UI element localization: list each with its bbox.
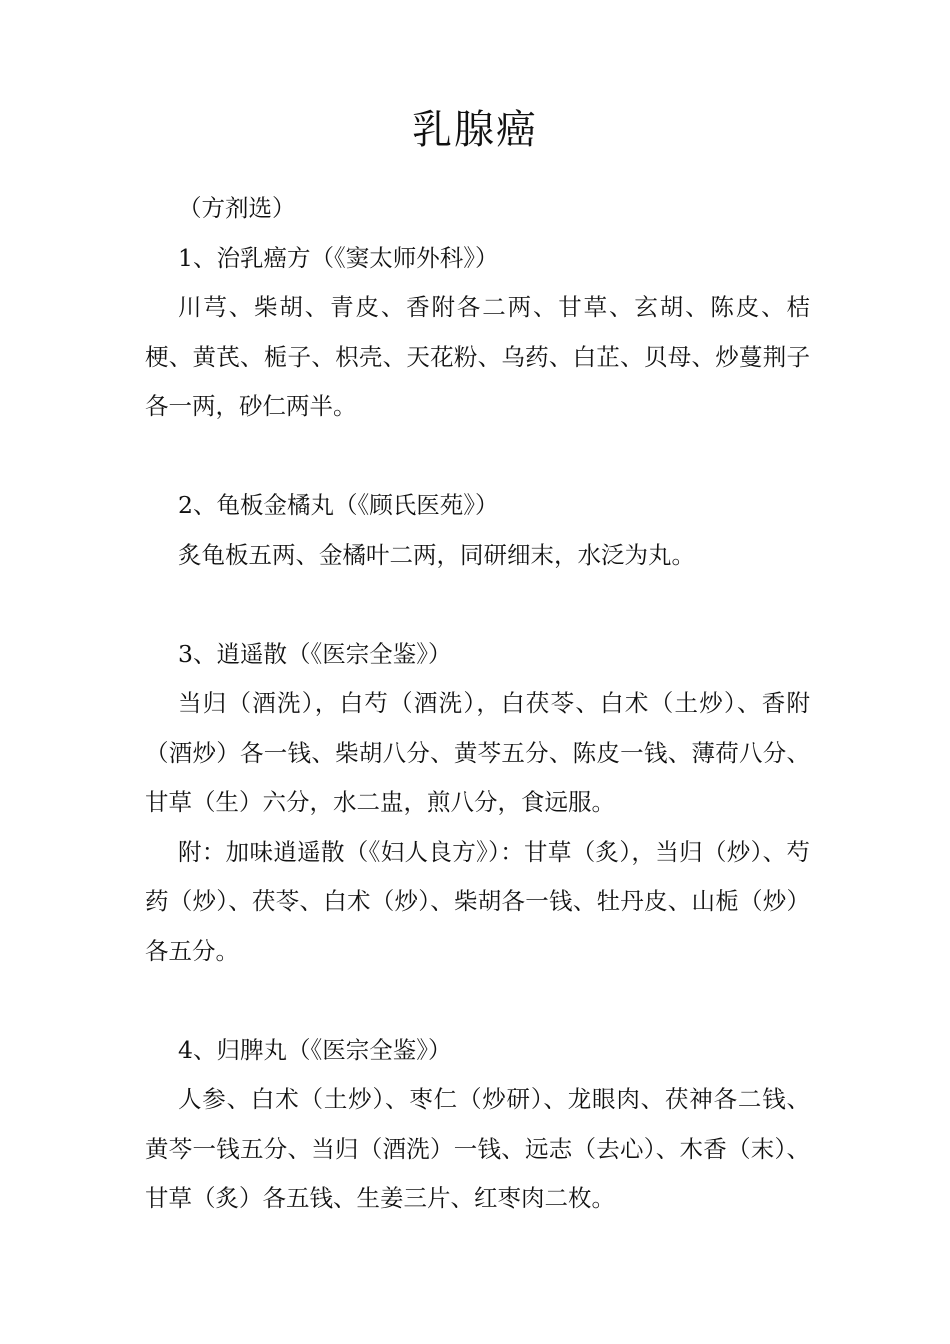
subtitle: （方剂选） (178, 194, 296, 222)
section-paragraph: 川芎、柴胡、青皮、香附各二两、甘草、玄胡、陈皮、桔梗、黄芪、栀子、枳壳、天花粉、乌药、白芷、贝母、炒蔓荆子各一两，砂仁两半。 (145, 293, 810, 420)
section-heading-3: 3、逍遥散（《医宗全鉴》） (178, 639, 452, 668)
section-paragraph: 当归（酒洗），白芍（酒洗），白茯苓、白术（土炒）、香附（酒炒）各一钱、柴胡八分、黄芩五分、陈皮一钱、薄荷八分、甘草（生）六分，水二盅，煎八分，食远服。 (145, 689, 810, 816)
document-body (145, 184, 810, 1224)
section-paragraph: 人参、白术（土炒）、枣仁（炒研）、龙眼肉、茯神各二钱、黄芩一钱五分、当归（酒洗）一钱、远志（去心）、木香（末）、甘草（炙）各五钱、生姜三片、红枣肉二枚。 (145, 1085, 810, 1212)
paragraph-spacer (145, 976, 810, 1026)
section-heading-4: 4、归脾丸（《医宗全鉴》） (178, 1035, 452, 1064)
section-paragraph: 炙龟板五两、金橘叶二两，同研细末，水泛为丸。 (178, 540, 695, 569)
paragraph-spacer (145, 432, 810, 482)
section-paragraph: 附：加味逍遥散（《妇人良方》）：甘草（炙），当归（炒）、芍药（炒）、茯苓、白术（炒）、柴胡各一钱、牡丹皮、山栀（炒）各五分。 (145, 837, 810, 965)
page-title: 乳腺癌 (412, 107, 538, 153)
paragraph-spacer (145, 580, 810, 630)
section-heading-2: 2、龟板金橘丸（《顾氏医苑》） (178, 491, 499, 519)
section-heading-1: 1、治乳癌方（《窦太师外科》） (178, 243, 499, 272)
